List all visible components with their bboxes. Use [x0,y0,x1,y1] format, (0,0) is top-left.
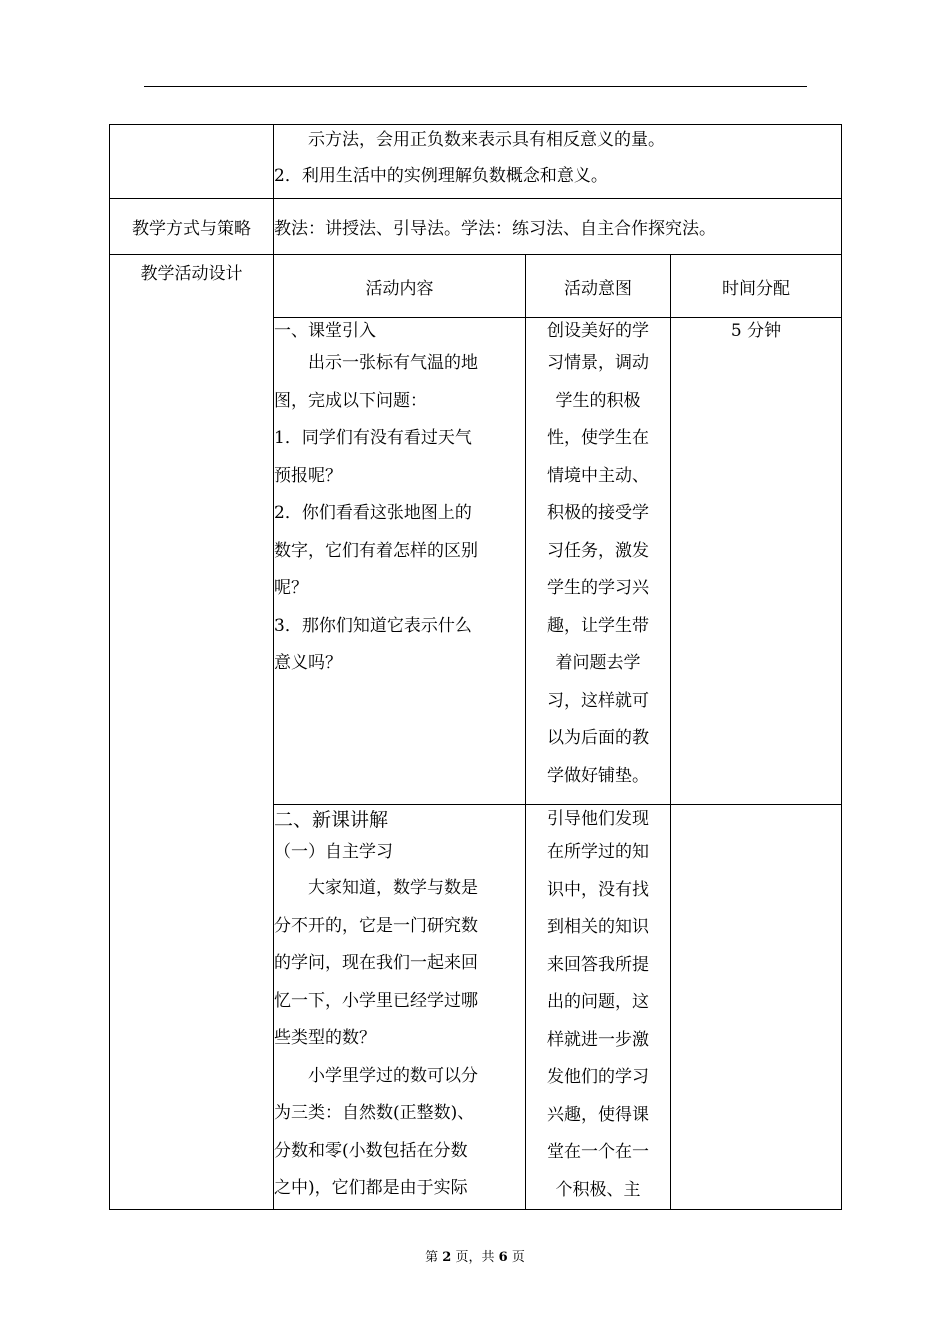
section2-intent-line: 个积极、主 [555,1179,641,1200]
lesson-plan-table [109,124,842,1210]
section1-intent-line: 创设美好的学 [547,321,649,341]
section2-intent-line: 发他们的学习 [547,1067,649,1087]
section2-content-line: 分数和零(小数包括在分数 [274,1140,468,1161]
section1-time-value: 5 分钟 [730,321,782,341]
header-content: 活动内容 [274,255,526,318]
method-label: 教学方式与策略 [110,199,274,255]
activity-header-row [110,255,842,318]
section1-content-line: 出示一张标有气温的地 [308,353,478,373]
page-footer [0,1246,950,1265]
activity-label: 教学活动设计 [110,255,274,1210]
section1-content-line: 3．那你们知道它表示什么 [274,615,472,636]
footer-suffix: 页 [511,1250,525,1265]
section2-intent-line: 出的问题，这 [547,992,649,1012]
section2-content-line: 分不开的，它是一门研究数 [274,915,478,936]
header-time: 时间分配 [671,255,842,318]
objectives-line-1: 示方法，会用正负数来表示具有相反意义的量。 [308,130,665,150]
section2-intent [526,805,671,1210]
section2-intent-line: 兴趣，使得课 [547,1104,649,1125]
section1-content-line: 数字，它们有着怎样的区别 [274,540,478,561]
section2-intent-line: 到相关的知识 [547,917,649,937]
section2-content-line: 的学问，现在我们一起来回 [274,953,478,973]
section1-intent [526,318,671,805]
section1-intent-line: 趣，让学生带 [547,615,649,636]
section2-time [671,805,842,1210]
footer-mid: 页，共 [455,1250,495,1265]
section1-intent-line: 以为后面的教 [547,728,649,748]
section1-content-line: 2．你们看看这张地图上的 [274,503,472,523]
section1-intent-line: 积极的接受学 [547,503,649,523]
objectives-label-cell [110,125,274,199]
section2-content-line: 些类型的数？ [274,1028,376,1048]
section1-intent-line: 习，这样就可 [547,690,649,711]
section1-content-line: 图，完成以下问题： [274,390,427,411]
section2-intent-line: 引导他们发现 [547,809,649,829]
footer-total-pages: 6 [498,1250,508,1265]
objectives-content-cell [274,125,842,199]
section1-content-line: 预报呢？ [274,465,342,486]
objectives-line-2: 2．利用生活中的实例理解负数概念和意义。 [274,166,608,186]
section2-content-line: 二、新课讲解 [274,809,389,831]
section1-intent-line: 学生的学习兴 [547,578,649,598]
section1-intent-line: 情境中主动、 [547,465,649,486]
section2-content-line: （一）自主学习 [274,842,393,862]
section1-content-line: 意义吗？ [274,653,342,673]
footer-page-number: 2 [442,1250,452,1265]
section1-intent-line: 学做好铺垫。 [547,765,649,786]
section1-intent-line: 习任务，激发 [547,540,649,561]
section2-content-line: 忆一下，小学里已经学过哪 [274,990,478,1011]
method-content: 教法：讲授法、引导法。学法：练习法、自主合作探究法。 [274,199,842,255]
method-row [110,199,842,255]
footer-prefix: 第 [425,1250,439,1265]
section1-content-line: 1．同学们有没有看过天气 [274,428,472,448]
section2-content-line: 之中)，它们都是由于实际 [274,1178,468,1198]
section1-intent-line: 着问题去学 [555,653,641,673]
section1-intent-line: 学生的积极 [555,390,641,411]
section1-content-line: 一、课堂引入 [274,321,376,341]
section1-content [274,318,526,805]
section2-intent-line: 样就进一步激 [547,1029,649,1050]
section1-intent-line: 习情景，调动 [547,353,649,373]
header-intent: 活动意图 [526,255,671,318]
section2-intent-line: 识中，没有找 [547,879,649,900]
section2-content-line: 大家知道，数学与数是 [308,878,478,898]
section1-content-line: 呢？ [274,578,308,598]
section2-content [274,805,526,1210]
section1-time [671,318,842,805]
section1-intent-line: 性，使学生在 [547,428,649,448]
section2-content-line: 为三类：自然数(正整数)、 [274,1103,475,1123]
section2-content-line: 小学里学过的数可以分 [308,1065,478,1086]
objectives-row [110,125,842,199]
section2-intent-line: 堂在一个在一 [547,1142,649,1162]
section2-intent-line: 在所学过的知 [547,842,649,862]
header-rule [144,86,807,87]
section2-intent-line: 来回答我所提 [547,954,649,975]
